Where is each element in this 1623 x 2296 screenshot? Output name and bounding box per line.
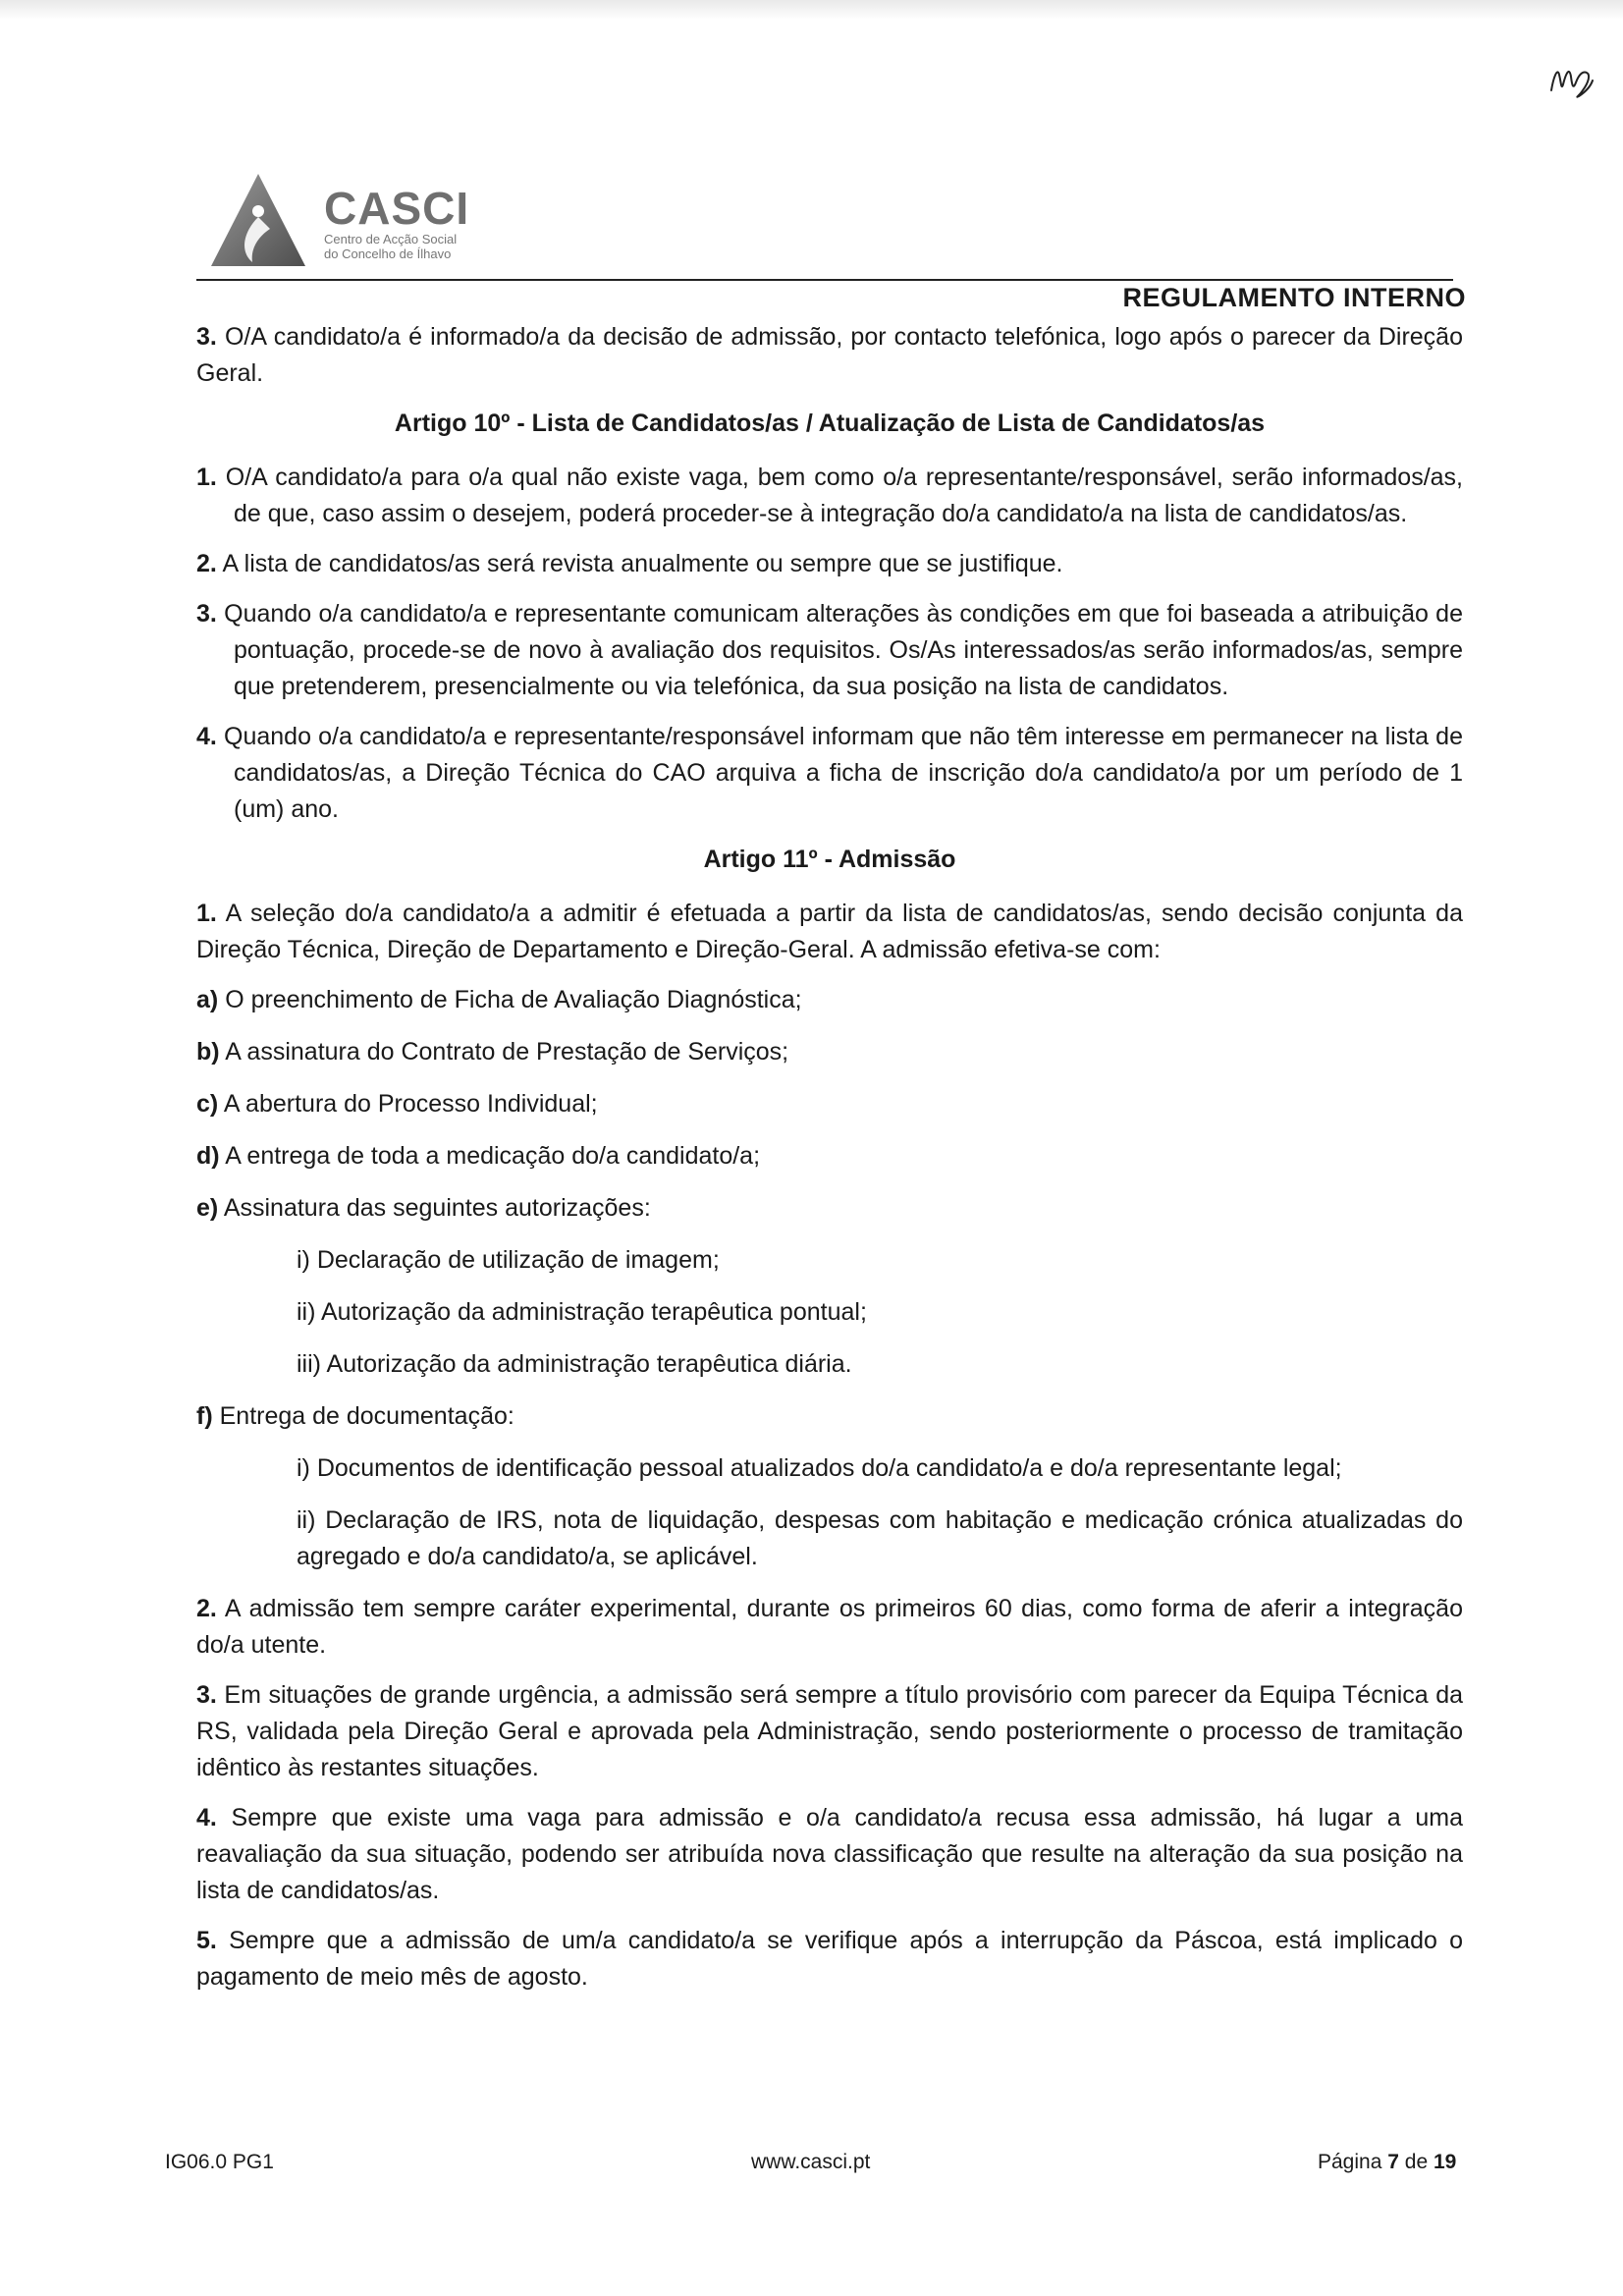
document-title: REGULAMENTO INTERNO [1122,283,1466,312]
art11-letter-a: a) O preenchimento de Ficha de Avaliação Diagnóstica; [196,986,802,1013]
art10-item-2: 2. A lista de candidatos/as será revista anualmente ou sempre que se justifique. [196,550,1063,577]
article-10-heading: Artigo 10º - Lista de Candidatos/as / Atualização de Lista de Candidatos/as [394,410,1266,437]
art10-item-4: 4. Quando o/a candidato/a e representante/responsável informam que não têm interesse em permanecer na lista de candidatos/as, a Direção Técnica do CAO arquiva a ficha de inscrição do/a candidato/a por um período de 1 (um) ano. [196,723,1463,823]
logo-subtitle-1: Centro de Acção Social [324,232,458,246]
art11-item-5: 5. Sempre que a admissão de um/a candidato/a se verifique após a interrupção da Páscoa, está implicado o pagamento de meio mês de agosto. [196,1927,1463,1991]
header-divider [196,279,1453,281]
art11-f-sub-2: ii) Declaração de IRS, nota de liquidação, despesas com habitação e medicação crónica atualizadas do agregado e do/a candidato/a, se aplicável. [297,1506,1463,1570]
scan-edge [0,0,1623,20]
art11-e-sub-3: iii) Autorização da administração terapêutica diária. [297,1350,852,1378]
art10-item-3: 3. Quando o/a candidato/a e representante comunicam alterações às condições em que foi baseada a atribuição de pontuação, procede-se de novo à avaliação dos requisitos. Os/As interessados/as serão informados/as, sempre que pretenderem, presencialmente ou via telefónica, da sua posição na lista de candidatos. [196,600,1463,700]
art11-e-sub-2: ii) Autorização da administração terapêutica pontual; [297,1298,867,1326]
footer-doc-code: IG06.0 PG1 [165,2151,274,2173]
footer-website: www.casci.pt [751,2151,871,2173]
art10-item-1: 1. O/A candidato/a para o/a qual não existe vaga, bem como o/a representante/responsável, serão informados/as, de que, caso assim o desejem, poderá proceder-se à integração do/a candidato/a na lista de candidatos/as. [196,464,1463,527]
art11-f-sub-1: i) Documentos de identificação pessoal atualizados do/a candidato/a e do/a representante legal; [297,1454,1342,1482]
art11-letter-b: b) A assinatura do Contrato de Prestação de Serviços; [196,1038,789,1066]
article-11-heading: Artigo 11º - Admissão [703,846,956,873]
handwritten-initials [1549,61,1595,100]
footer-page-number: Página 7 de 19 [1318,2151,1457,2173]
art11-letter-f: f) Entrega de documentação: [196,1402,514,1430]
art11-letter-e: e) Assinatura das seguintes autorizações: [196,1194,651,1222]
document-body [196,319,1463,2009]
art11-letter-d: d) A entrega de toda a medicação do/a candidato/a; [196,1142,761,1170]
art11-item-1: 1. A seleção do/a candidato/a a admitir é efetuada a partir da lista de candidatos/as, sendo decisão conjunta da Direção Técnica, Direção de Departamento e Direção-Geral. A admissão efetiva-se com: [196,900,1463,963]
logo-text [324,185,469,261]
art11-letter-c: c) A abertura do Processo Individual; [196,1090,598,1118]
intro-paragraph: 3. O/A candidato/a é informado/a da decisão de admissão, por contacto telefónica, logo após o parecer da Direção Geral. [196,323,1463,387]
logo-subtitle-2: do Concelho de Ílhavo [324,246,452,261]
art11-item-4: 4. Sempre que existe uma vaga para admissão e o/a candidato/a recusa essa admissão, há lugar a uma reavaliação da sua situação, podendo ser atribuída nova classificação que resulte na alteração da sua posição na lista de candidatos/as. [196,1804,1463,1904]
art11-item-2: 2. A admissão tem sempre caráter experimental, durante os primeiros 60 dias, como forma de aferir a integração do/a utente. [196,1595,1463,1659]
art11-e-sub-1: i) Declaração de utilização de imagem; [297,1246,720,1274]
logo-name: CASCI [324,183,470,234]
art11-item-3: 3. Em situações de grande urgência, a admissão será sempre a título provisório com parecer da Equipa Técnica da RS, validada pela Direção Geral e aprovada pela Administração, sendo posteriormente o processo de tramitação idêntico às restantes situações. [196,1681,1463,1781]
